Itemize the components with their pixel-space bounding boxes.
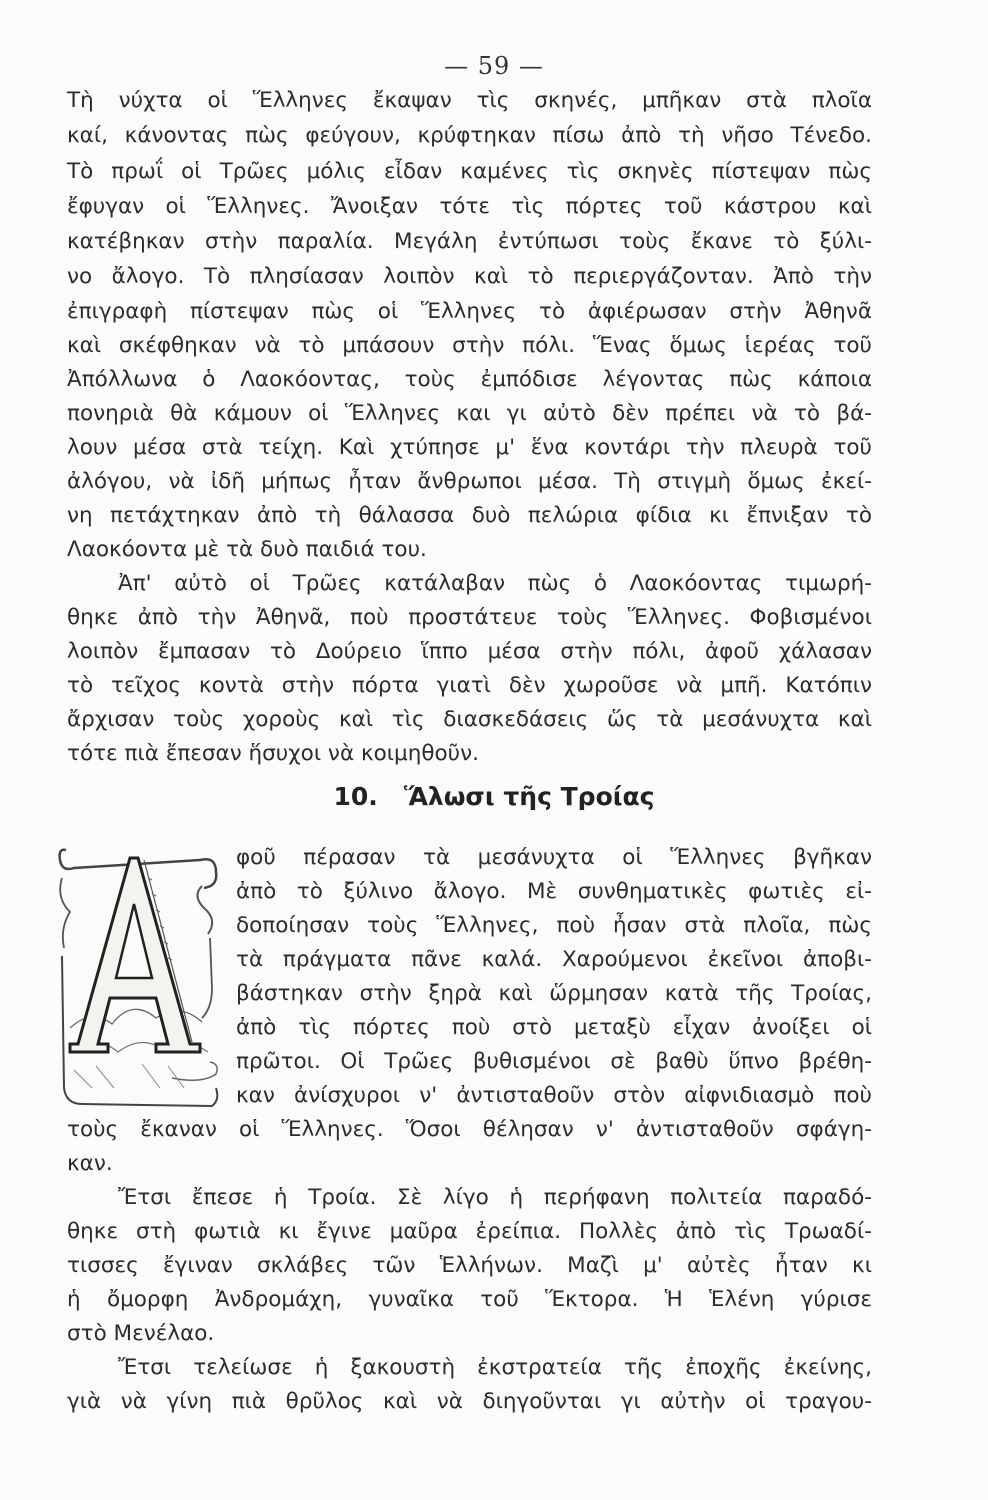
text-line: Ἔτσι τελείωσε ἡ ξακουστὴ ἐκστρατεία τῆς ἐποχῆς ἐκείνης, <box>118 1355 872 1380</box>
ornamental-letter-a-icon <box>52 838 224 1116</box>
text-line: ἐπιγραφὴ πίστεψαν πὼς οἱ Ἕλληνες τὸ ἀφιέρωσαν στὴν Ἀθηνᾶ <box>67 299 872 324</box>
text-line: καν ἀνίσχυροι ν' ἀντισταθοῦν στὸν αἰφνιδιασμὸ ποὺ <box>236 1083 872 1108</box>
text-line: τοὺς ἔκαναν οἱ Ἕλληνες. Ὅσοι θέλησαν ν' ἀντισταθοῦν σφάγη- <box>67 1117 872 1142</box>
text-line: τισσες ἔγιναν σκλάβες τῶν Ἑλλήνων. Μαζὶ μ' αὐτὲς ἦταν κι <box>67 1253 872 1278</box>
text-line: ἡ ὄμορφη Ἀνδρομάχη, γυναῖκα τοῦ Ἕκτορα. Ἡ Ἑλένη γύρισε <box>67 1287 872 1312</box>
page-number: — 59 — <box>444 52 544 80</box>
text-line: στὸ Μενέλαο. <box>67 1321 215 1346</box>
text-line: νη πετάχτηκαν ἀπὸ τὴ θάλασσα δυὸ πελώρια φίδια κι ἔπνιξαν τὸ <box>67 503 872 528</box>
drop-cap-letter: A <box>70 1107 76 1116</box>
text-line: θηκε ἀπὸ τὴν Ἀθηνᾶ, ποὺ προστάτευε τοὺς Ἕλληνες. Φοβισμένοι <box>67 605 872 630</box>
text-line: λουν μέσα στὰ τείχη. Καὶ χτύπησε μ' ἕνα κοντάρι τὴν πλευρὰ τοῦ <box>67 435 872 460</box>
text-line: δοποίησαν τοὺς Ἕλληνες, ποὺ ἦσαν στὰ πλοῖα, πὼς <box>236 913 872 938</box>
text-line: κατέβηκαν στὴν παραλία. Μεγάλη ἐντύπωσι τοὺς ἔκανε τὸ ξύλι- <box>67 229 872 254</box>
text-line: φοῦ πέρασαν τὰ μεσάνυχτα οἱ Ἕλληνες βγῆκαν <box>236 845 872 870</box>
text-line: ἔφυγαν οἱ Ἕλληνες. Ἄνοιξαν τότε τὶς πόρτες τοῦ κάστρου καὶ <box>67 194 872 219</box>
text-line: καν. <box>67 1151 113 1176</box>
text-line: Τὴ νύχτα οἱ Ἕλληνες ἔκαψαν τὶς σκηνές, μπῆκαν στὰ πλοῖα <box>67 88 872 113</box>
text-line: ἀλόγου, νὰ ἰδῆ μήπως ἦταν ἄνθρωποι μέσα. Τὴ στιγμὴ ὅμως ἐκεί- <box>67 469 872 494</box>
text-line: λοιπὸν ἔμπασαν τὸ Δούρειο ἵππο μέσα στὴν πόλι, ἀφοῦ χάλασαν <box>67 639 872 664</box>
text-line: Ἔτσι ἔπεσε ἡ Τροία. Σὲ λίγο ἡ περήφανη πολιτεία παραδό- <box>118 1185 872 1210</box>
text-line: καὶ σκέφθηκαν νὰ τὸ μπάσουν στὴν πόλι. Ἕνας ὅμως ἱερέας τοῦ <box>67 333 872 358</box>
text-line: βάστηκαν στὴν ξηρὰ καὶ ὥρμησαν κατὰ τῆς Τροίας, <box>236 981 872 1006</box>
text-line: Λαοκόοντα μὲ τὰ δυὸ παιδιά του. <box>67 537 427 562</box>
text-line: πρῶτοι. Οἱ Τρῶες βυθισμένοι σὲ βαθὺ ὕπνο βρέθη- <box>236 1049 872 1074</box>
text-line: πονηριὰ θὰ κάμουν οἱ Ἕλληνες και γι αὐτὸ δὲν πρέπει νὰ τὸ βά- <box>67 401 872 426</box>
text-line: τὸ τεῖχος κοντὰ στὴν πόρτα γιατὶ δὲν χωροῦσε νὰ μπῆ. Κατόπιν <box>67 673 872 698</box>
text-line: Ἀπ' αὐτὸ οἱ Τρῶες κατάλαβαν πὼς ὁ Λαοκόοντας τιμωρή- <box>118 571 872 596</box>
text-line: γιὰ νὰ γίνη πιὰ θρῦλος καὶ νὰ διηγοῦνται γι αὐτὴν οἱ τραγου- <box>67 1389 872 1414</box>
section-title: Ἅλωσι τῆς Τροίας <box>403 782 655 811</box>
section-number: 10. <box>333 782 378 811</box>
text-line: ἀπὸ τὸ ξύλινο ἄλογο. Μὲ συνθηματικὲς φωτιὲς εἰ- <box>236 879 872 904</box>
text-line: Ἀπόλλωνα ὁ Λαοκόοντας, τοὺς ἐμπόδισε λέγοντας πὼς κάποια <box>67 367 872 392</box>
text-line: ἀπὸ τὶς πόρτες ποὺ στὸ μεταξὺ εἶχαν ἀνοίξει οἱ <box>236 1015 872 1040</box>
text-line: Τὸ πρωΐ οἱ Τρῶες μόλις εἶδαν καμένες τὶς σκηνὲς πίστεψαν πὼς <box>67 159 872 184</box>
text-line: τὰ πράγματα πᾶνε καλά. Χαρούμενοι ἐκεῖνοι ἀποβι- <box>236 947 872 972</box>
section-heading <box>0 782 988 811</box>
text-line: νο ἄλογο. Τὸ πλησίασαν λοιπὸν καὶ τὸ περιεργάζονταν. Ἀπὸ τὴν <box>67 264 872 289</box>
text-line: καί, κάνοντας πὼς φεύγουν, κρύφτηκαν πίσω ἀπὸ τὴ νῆσο Τένεδο. <box>67 123 872 148</box>
text-line: τότε πιὰ ἔπεσαν ἥσυχοι νὰ κοιμηθοῦν. <box>67 741 479 766</box>
text-line: θηκε στὴ φωτιὰ κι ἔγινε μαῦρα ἐρείπια. Πολλὲς ἀπὸ τὶς Τρωαδί- <box>67 1219 872 1244</box>
text-line: ἄρχισαν τοὺς χοροὺς καὶ τὶς διασκεδάσεις ὥς τὰ μεσάνυχτα καὶ <box>67 707 872 732</box>
